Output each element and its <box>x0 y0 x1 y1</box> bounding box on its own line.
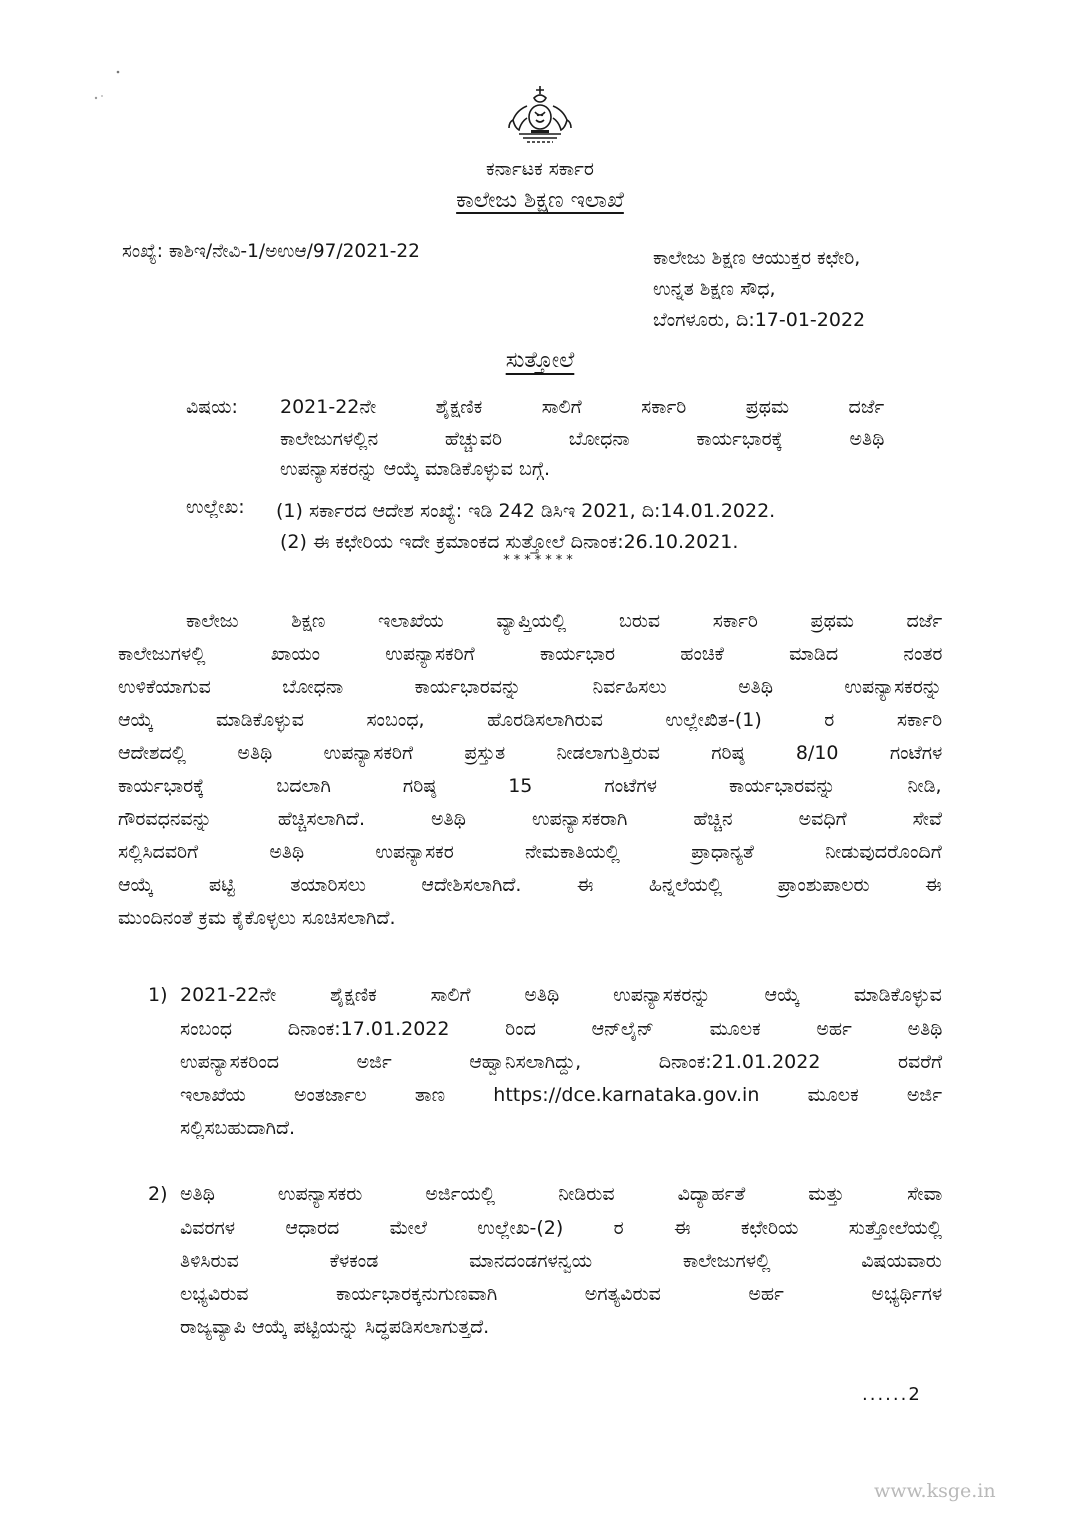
circular-title-text: ಸುತ್ತೋಲೆ <box>505 348 575 373</box>
address-line-2: ಉನ್ನತ ಶಿಕ್ಷಣ ಸೌಧ, <box>653 278 776 300</box>
body-paragraph-line: ಆಯ್ಕೆ ಮಾಡಿಕೊಳ್ಳುವ ಸಂಬಂಧ, ಹೊರಡಿಸಲಾಗಿರುವ ಉಲ್ಲೇಖಿತ-(1) ರ ಸರ್ಕಾರಿ <box>118 709 943 731</box>
point-2-line: ತಿಳಿಸಿರುವ ಕೆಳಕಂಡ ಮಾನದಂಡಗಳನ್ವಯ ಕಾಲೇಜುಗಳಲ್ಲಿ ವಿಷಯವಾರು <box>180 1250 942 1272</box>
body-paragraph-line: ಸಲ್ಲಿಸಿದವರಿಗೆ ಅತಿಥಿ ಉಪನ್ಯಾಸಕರ ನೇಮಕಾತಿಯಲ್ಲಿ ಪ್ರಾಧಾನ್ಯತೆ ನೀಡುವುದರೊಂದಿಗೆ <box>118 841 942 863</box>
body-paragraph-line: ಉಳಿಕೆಯಾಗುವ ಬೋಧನಾ ಕಾರ್ಯಭಾರವನ್ನು ನಿರ್ವಹಿಸಲು ಅತಿಥಿ ಉಪನ್ಯಾಸಕರನ್ನು <box>118 676 942 698</box>
address-date-line: ಬೆಂಗಳೂರು, ದಿ:17-01-2022 <box>653 309 866 331</box>
references-label: ಉಲ್ಲೇಖ: <box>186 496 245 518</box>
body-paragraph-line: ಆದೇಶದಲ್ಲಿ ಅತಿಥಿ ಉಪನ್ಯಾಸಕರಿಗೆ ಪ್ರಸ್ತುತ ನೀಡಲಾಗುತ್ತಿರುವ ಗರಿಷ್ಠ 8/10 ಗಂಟೆಗಳ <box>118 742 943 764</box>
point-1-line: ಸಂಬಂಧ ದಿನಾಂಕ:17.01.2022 ರಿಂದ ಆನ್‌ಲೈನ್ ಮೂಲಕ ಅರ್ಹ ಅತಿಥಿ <box>180 1018 943 1040</box>
point-number: 2) <box>148 1183 168 1205</box>
point-2-line: ಲಭ್ಯವಿರುವ ಕಾರ್ಯಭಾರಕ್ಕನುಗುಣವಾಗಿ ಅಗತ್ಯವಿರುವ ಅರ್ಹ ಅಭ್ಯರ್ಥಿಗಳ <box>180 1283 943 1305</box>
watermark: www.ksge.in <box>874 1480 996 1502</box>
government-name: ಕರ್ನಾಟಕ ಸರ್ಕಾರ <box>486 158 594 180</box>
body-paragraph-line: ಕಾಲೇಜು ಶಿಕ್ಷಣ ಇಲಾಖೆಯ ವ್ಯಾಪ್ತಿಯಲ್ಲಿ ಬರುವ ಸರ್ಕಾರಿ ಪ್ರಥಮ ದರ್ಜೆ <box>186 610 943 632</box>
page-continuation: ......2 <box>862 1384 922 1405</box>
department-name-text: ಕಾಲೇಜು ಶಿಕ್ಷಣ ಇಲಾಖೆ <box>456 188 624 213</box>
point-1-line: ಇಲಾಖೆಯ ಅಂತರ್ಜಾಲ ತಾಣ https://dce.karnataka.gov.in ಮೂಲಕ ಅರ್ಜಿ <box>180 1084 943 1106</box>
department-name <box>0 188 1080 213</box>
circular-title <box>0 348 1080 373</box>
separator-stars: ******* <box>503 553 577 568</box>
subject-line: ಉಪನ್ಯಾಸಕರನ್ನು ಆಯ್ಕೆ ಮಾಡಿಕೊಳ್ಳುವ ಬಗ್ಗೆ. <box>280 458 551 480</box>
karnataka-state-emblem-icon <box>505 84 575 146</box>
reference-item-1: (1) ಸರ್ಕಾರದ ಆದೇಶ ಸಂಖ್ಯೆ: ಇಡಿ 242 ಡಿಸಿಇ 2021, ದಿ:14.01.2022. <box>276 500 776 522</box>
point-2-line: ವಿವರಗಳ ಆಧಾರದ ಮೇಲೆ ಉಲ್ಲೇಖ-(2) ರ ಈ ಕಛೇರಿಯ ಸುತ್ತೋಲೆಯಲ್ಲಿ <box>180 1217 943 1239</box>
subject-label: ವಿಷಯ: <box>186 396 238 418</box>
point-2-line: ಅತಿಥಿ ಉಪನ್ಯಾಸಕರು ಅರ್ಜಿಯಲ್ಲಿ ನೀಡಿರುವ ವಿದ್ಯಾರ್ಹತೆ ಮತ್ತು ಸೇವಾ <box>180 1183 943 1205</box>
subject-line: ಕಾಲೇಜುಗಳಲ್ಲಿನ ಹೆಚ್ಚುವರಿ ಬೋಧನಾ ಕಾರ್ಯಭಾರಕ್ಕೆ ಅತಿಥಿ <box>280 428 885 450</box>
address-line-1: ಕಾಲೇಜು ಶಿಕ್ಷಣ ಆಯುಕ್ತರ ಕಛೇರಿ, <box>653 247 861 269</box>
point-number: 1) <box>148 984 168 1006</box>
point-1-line: ಸಲ್ಲಿಸಬಹುದಾಗಿದೆ. <box>180 1117 296 1139</box>
body-paragraph-line: ಕಾಲೇಜುಗಳಲ್ಲಿ ಖಾಯಂ ಉಪನ್ಯಾಸಕರಿಗೆ ಕಾರ್ಯಭಾರ ಹಂಚಿಕೆ ಮಾಡಿದ ನಂತರ <box>118 643 943 665</box>
body-paragraph-line: ಮುಂದಿನಂತೆ ಕ್ರಮ ಕೈಕೊಳ್ಳಲು ಸೂಚಿಸಲಾಗಿದೆ. <box>118 907 396 929</box>
point-1-line: ಉಪನ್ಯಾಸಕರಿಂದ ಅರ್ಜಿ ಆಹ್ವಾನಿಸಲಾಗಿದ್ದು, ದಿನಾಂಕ:21.01.2022 ರವರೆಗೆ <box>180 1051 943 1073</box>
body-paragraph-line: ಆಯ್ಕೆ ಪಟ್ಟಿ ತಯಾರಿಸಲು ಆದೇಶಿಸಲಾಗಿದೆ. ಈ ಹಿನ್ನಲೆಯಲ್ಲಿ ಪ್ರಾಂಶುಪಾಲರು ಈ <box>118 874 942 896</box>
point-1-line: 2021-22ನೇ ಶೈಕ್ಷಣಿಕ ಸಾಲಿಗೆ ಅತಿಥಿ ಉಪನ್ಯಾಸಕರನ್ನು ಆಯ್ಕೆ ಮಾಡಿಕೊಳ್ಳುವ <box>180 984 942 1006</box>
body-paragraph-line: ಗೌರವಧನವನ್ನು ಹೆಚ್ಚಿಸಲಾಗಿದೆ. ಅತಿಥಿ ಉಪನ್ಯಾಸಕರಾಗಿ ಹೆಚ್ಚಿನ ಅವಧಿಗೆ ಸೇವೆ <box>118 808 942 830</box>
point-2-line: ರಾಜ್ಯವ್ಯಾಪಿ ಆಯ್ಕೆ ಪಟ್ಟಿಯನ್ನು ಸಿದ್ಧಪಡಿಸಲಾಗುತ್ತದೆ. <box>180 1316 490 1338</box>
subject-line: 2021-22ನೇ ಶೈಕ್ಷಣಿಕ ಸಾಲಿಗೆ ಸರ್ಕಾರಿ ಪ್ರಥಮ ದರ್ಜೆ <box>280 396 885 418</box>
scan-speck-marks <box>86 66 126 106</box>
reference-number: ಸಂಖ್ಯೆ: ಕಾಶಿಇ/ನೇವಿ-1/ಅಉಆ/97/2021-22 <box>122 241 420 262</box>
reference-item-2: (2) ಈ ಕಛೇರಿಯ ಇದೇ ಕ್ರಮಾಂಕದ ಸುತ್ತೋಲೆ ದಿನಾಂಕ:26.10.2021. <box>280 531 739 553</box>
body-paragraph-line: ಕಾರ್ಯಭಾರಕ್ಕೆ ಬದಲಾಗಿ ಗರಿಷ್ಠ 15 ಗಂಟೆಗಳ ಕಾರ್ಯಭಾರವನ್ನು ನೀಡಿ, <box>118 775 942 797</box>
